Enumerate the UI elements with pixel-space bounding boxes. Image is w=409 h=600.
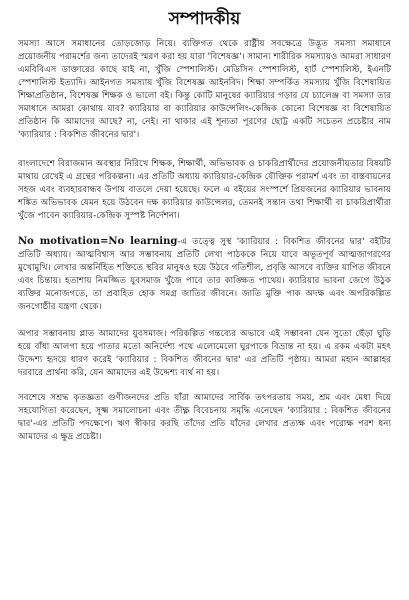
paragraph-3-lead: No motivation=No learning <box>18 236 178 247</box>
page-title: সম্পাদকীয় <box>168 9 241 29</box>
paragraph-2-text: বাংলাদেশে বিরাজমান অবস্থার নিরিখে শিক্ষক, শিক্ষার্থী, অভিভাবক ও চাকরিপ্রার্থীদের প্রয়োজনীয়তার বিষয়টি মাথায় রেখেই এ গ্রন্থের পরিকল্পনা। এর প্রতিটি অধ্যায় ক্যারিয়ার-কেন্দ্রিক যৌক্তিক পরামর্শ এবং তা বাস্তবায়নের সহজ এবং ব্যবহারবান্ধব উপায় বাতলে দেয়া হয়েছে। ফলে এ বইয়ের সংস্পর্শে প্রিয়জনের ক্যারিয়ার ভাবনায় শঙ্কিত অভিভাবক যেমন হয়ে উঠবেন দক্ষ ক্যারিয়ার কাউন্সেলর, তেমনই সন্তান তথা শিক্ষার্থী বা চাকরিপ্রার্থীরা খুঁজে পাবেন ক্যারিয়ার-কেন্দ্রিক সুস্পষ্ট নির্দেশনা। <box>18 159 391 221</box>
paragraph-3-text: -এ তত্ত্বে সুস্থ 'ক্যারিয়ার : বিকশিত জীবনের দ্বার' বইটির প্রতিটি অধ্যায়। আত্মবিশ্বাস আর সম্ভাবনায় প্রতিটি লেখা পাঠককে নিয়ে যাবে অভূতপূর্ব আত্মজাগরণের মুখোমুখি। লেখার অন্তর্নিহিত শক্তিতে স্থবির মানুষও হয়ে উঠবে গতিশীল, প্রবৃত্তি আসবে ব্যক্তির যাপিত জীবনে এবং চিন্তায়। হতাশায় নিমজ্জিত যুবসমাজ খুঁজে পাবে তার কাঙ্ক্ষিত পাথেয়। ক্যারিয়ার ভাবনা জেগে উঠুক ব্যক্তির মনোজগতে, তা প্রবাহিত হোক সমগ্র জাতির জীবনে। জাতি মুক্তি পাক অদক্ষ এবং অপরিকল্পিত জনগোষ্ঠীর যন্ত্রণা থেকে। <box>18 237 391 312</box>
paragraph-3 <box>18 235 391 314</box>
paragraph-1 <box>18 38 391 142</box>
paragraph-1-text: সমস্যা আসে সমাধানের তোড়জোড় নিয়ে। ব্যক্তিগত থেকে রাষ্ট্রীয় সবক্ষেত্রে উদ্ভূত সমস্যা সমাধানে প্রয়োজনীয় পরামর্শের জন্য তাদেরই স্মরণ করা হয় যারা 'বিশেষজ্ঞ'। সামান্য শারীরিক সমস্যায়ও আমরা সাধারণ এমবিবিএস ডাক্তারের কাছে যাই না, খুঁজি স্পেশালিস্ট। মেডিসিন স্পেশালিস্ট, হার্ট স্পেশালিস্ট, ইএনটি স্পেশালিস্ট ইত্যাদি। আইনগত সমস্যায় খুঁজি বিশেষজ্ঞ আইনবিদ। শিক্ষা সম্পর্কিত সমস্যায় খুঁজি বিশেষায়িত শিক্ষাপ্রতিষ্ঠান, বিশেষজ্ঞ শিক্ষক ও ভালো বই। কিন্তু কোটি মানুষের ক্যারিয়ার গড়ার যে চ্যালেঞ্জ বা সমস্যা তার সমাধানে আমরা কোথায় যাব? ক্যারিয়ার বা ক্যারিয়ার কাউন্সেলিং-কেন্দ্রিক কোনো বিশেষজ্ঞ বা বিশেষায়িত প্রতিষ্ঠান কি আমাদের আছে? না, নেই। না থাকার এই শূন্যতা পূরণের ছোট্ট একটি সচেতন প্রচেষ্টার নাম 'ক্যারিয়ার : বিকশিত জীবনের দ্বার'। <box>18 39 391 140</box>
paragraph-5-text: সবশেষে সশ্রদ্ধ কৃতজ্ঞতা গুণীজনদের প্রতি যাঁরা আমাদের সার্বিক তৎপরতায় সময়, শ্রম এবং মেধা দিয়ে সহযোগিতা করেছেন, সূক্ষ্ম সমালোচনা এবং তীক্ষ্ণ বিবেচনায় সমৃদ্ধি এনেছেন 'ক্যারিয়ার : বিকশিত জীবনের দ্বার'-এর প্রতিটি পদক্ষেপে। ঋণ স্বীকার করছি তাঁদের প্রতি যাঁদের লেখার প্রত্যক্ষ এবং পরোক্ষ পরশ ধন্য আমাদের এ ক্ষুদ্র প্রচেষ্টা। <box>18 393 391 442</box>
paragraph-4-text: অপার সম্ভাবনায় প্লাত আমাদের যুবসমাজ। পরিকল্পিত গন্তব্যের অভাবে এই সম্ভাবনা যেন সুতো ছেঁড়া ঘুড়ি হয়ে বাঁধা আলগা হয়ে পাতার মতো অনির্দেশ্য পথে এলোমেলো ঘুরপাকে বিভ্রান্ত না হয়। এ রকম একটা মহৎ উদ্দেশ্য হৃদয়ে ধারণ করেই 'ক্যারিয়ার : বিকশিত জীবনের দ্বার' এর প্রতিটি পৃষ্ঠায়। আমরা মহান আল্লাহর দরবারে প্রার্থনা করি, যেন আমাদের এই উদ্দেশ্য ব্যর্থ না হয়। <box>18 329 391 378</box>
paragraph-5 <box>18 392 391 444</box>
paragraph-4 <box>18 328 391 380</box>
editorial-page <box>18 8 391 456</box>
paragraph-2 <box>18 158 391 223</box>
